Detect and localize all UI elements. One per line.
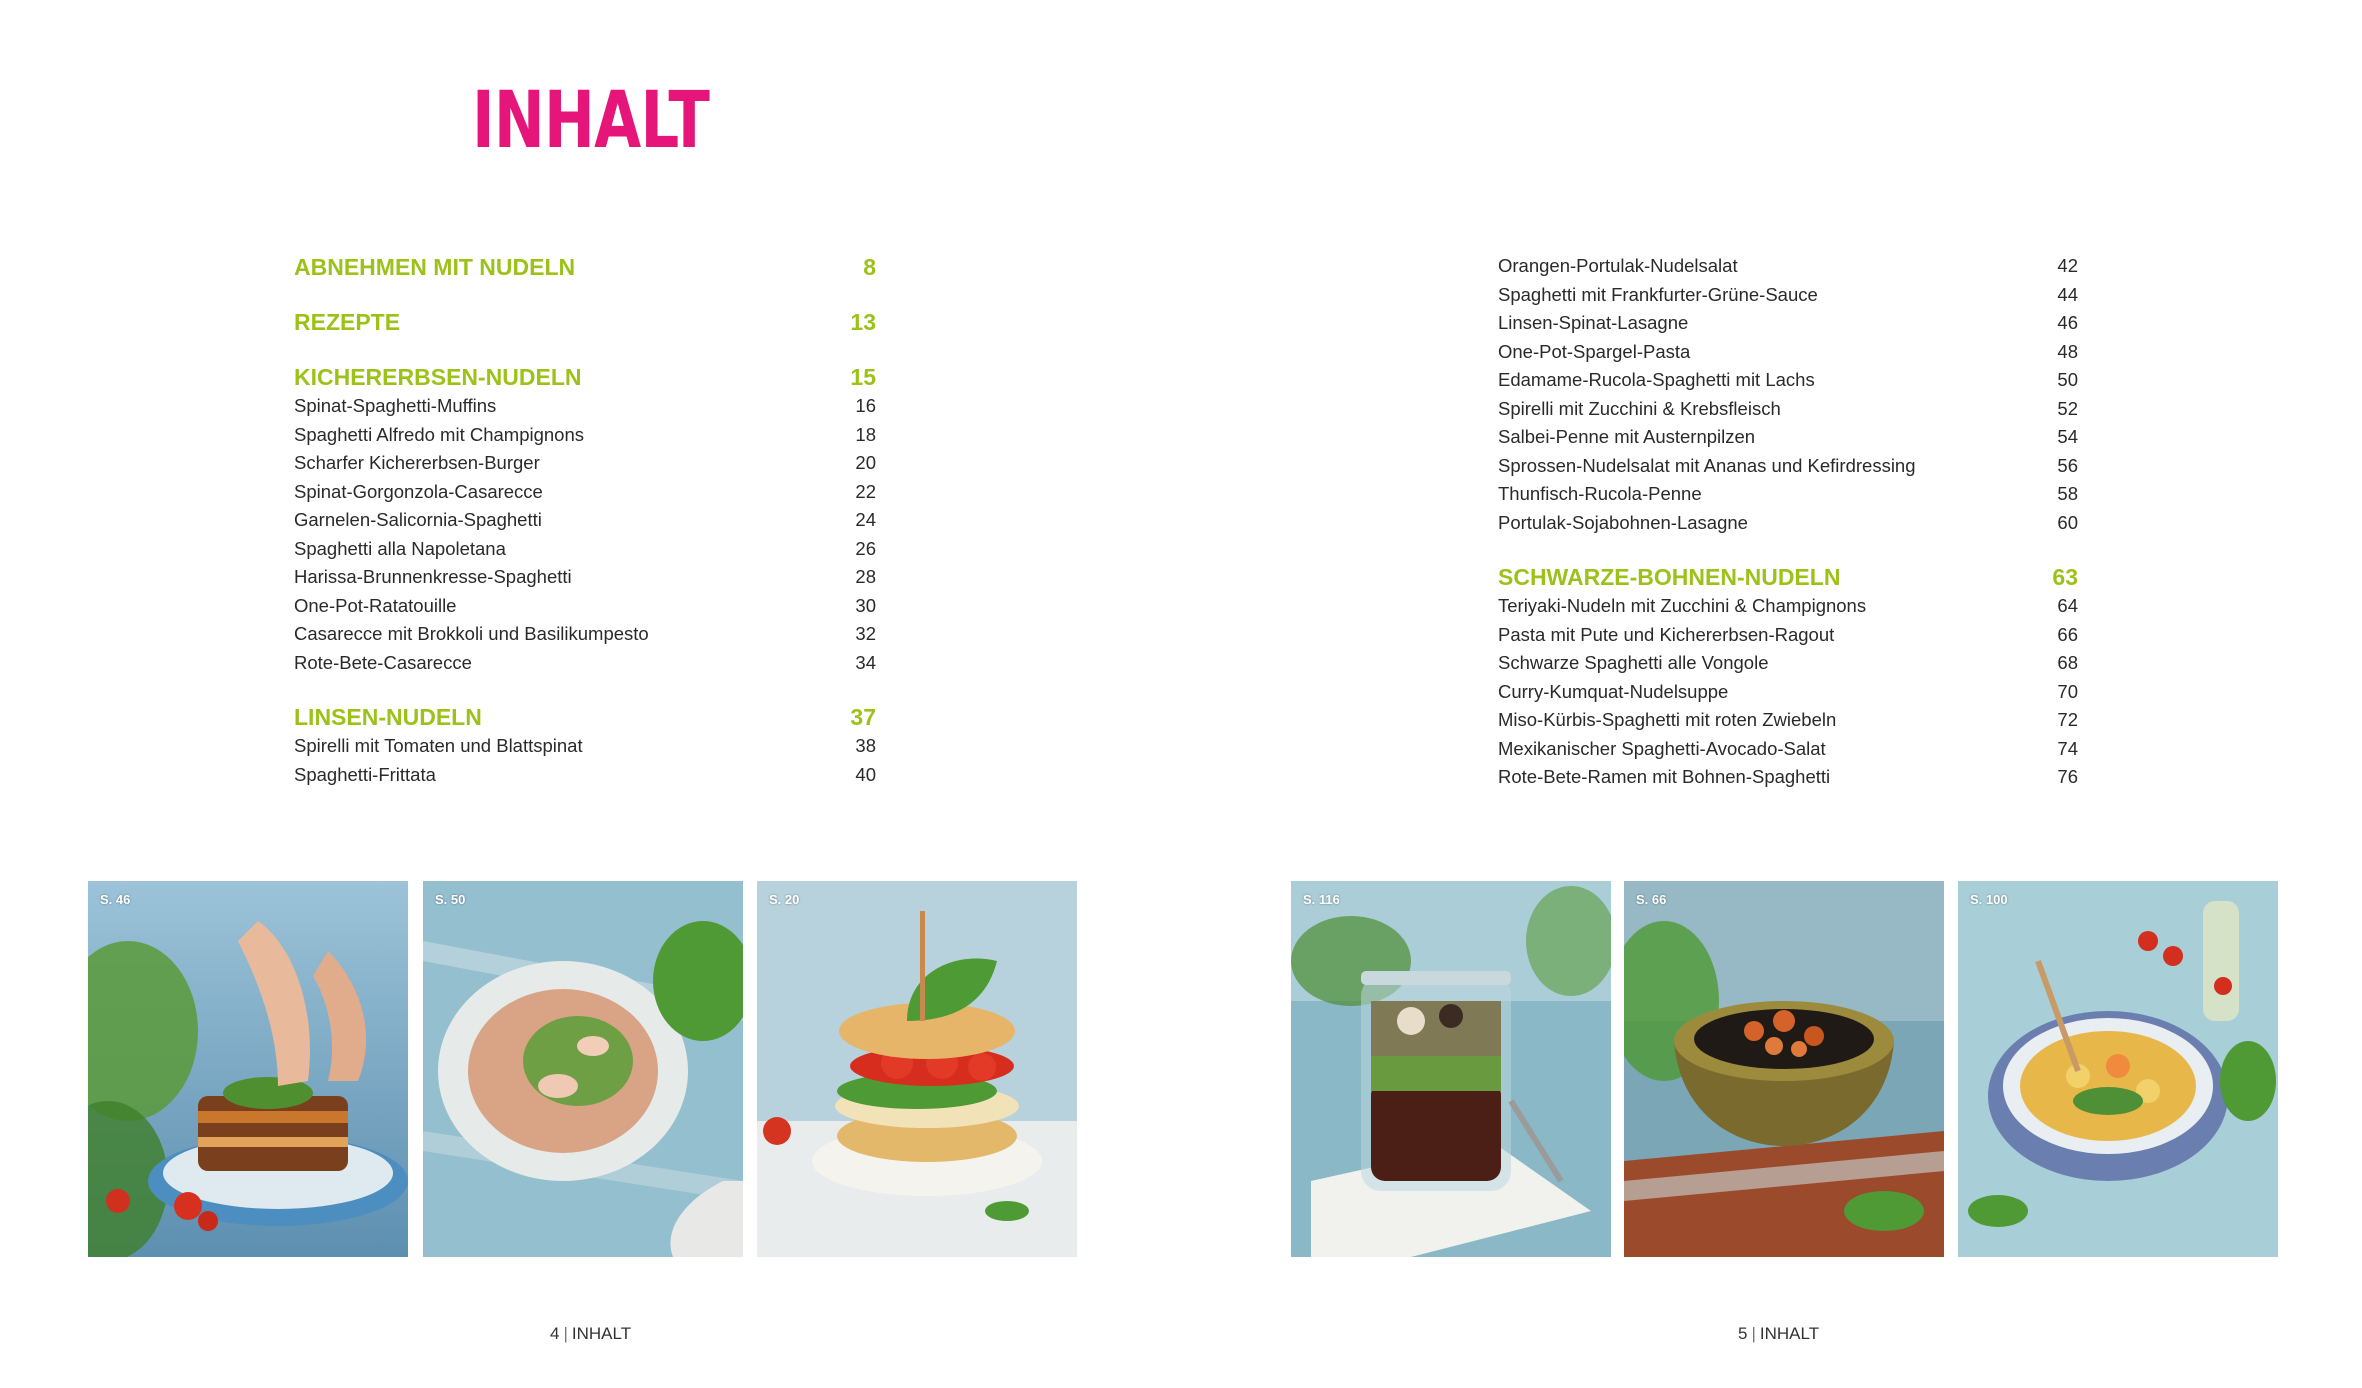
section-gap (294, 677, 876, 702)
recipe-title: Spinat-Spaghetti-Muffins (294, 395, 497, 416)
toc-section-heading (294, 362, 876, 392)
photo-pasta-bowl (1958, 881, 2278, 1257)
toc-entry (294, 421, 876, 450)
toc-entry (1498, 592, 2078, 621)
recipe-title: Spaghetti alla Napoletana (294, 537, 506, 559)
page-footer-right: 5 | INHALT (1738, 1324, 1820, 1343)
recipe-page-number: 46 (2057, 312, 2078, 333)
recipe-title: Casarecce mit Brokkoli und Basilikumpesto (294, 623, 649, 644)
recipe-page-number: 16 (855, 395, 876, 416)
toc-section-heading (1498, 562, 2078, 592)
recipe-title: Spaghetti Alfredo mit Champignons (294, 423, 585, 445)
recipe-page-number: 34 (855, 651, 876, 673)
recipe-title: Portulak-Sojabohnen-Lasagne (1498, 511, 1748, 533)
recipe-page-number: 50 (2057, 369, 2078, 390)
toc-entry (1498, 763, 2078, 792)
toc-entry (1498, 452, 2078, 481)
page-title: INHALT (472, 76, 710, 166)
recipe-page-number: 68 (2057, 652, 2078, 673)
toc-entry (1498, 649, 2078, 678)
recipe-title: Spirelli mit Zucchini & Krebsfleisch (1498, 397, 1781, 419)
toc-entry (1498, 338, 2078, 367)
recipe-page-number: 48 (2057, 340, 2078, 362)
recipe-title: One-Pot-Ratatouille (294, 594, 457, 616)
toc-entry (294, 506, 876, 535)
recipe-title: Teriyaki-Nudeln mit Zucchini & Champignons (1498, 595, 1867, 616)
footer-label: INHALT (1759, 1324, 1820, 1343)
section-gap (294, 282, 876, 307)
recipe-title: Curry-Kumquat-Nudelsuppe (1498, 680, 1729, 702)
toc-entry (1498, 706, 2078, 735)
recipe-page-number: 64 (2057, 595, 2078, 616)
toc-entry (1498, 735, 2078, 764)
section-page-number: 37 (850, 704, 876, 730)
recipe-page-number: 24 (855, 509, 876, 530)
recipe-title: Edamame-Rucola-Spaghetti mit Lachs (1498, 369, 1815, 390)
recipe-page-number: 58 (2057, 483, 2078, 504)
footer-label: INHALT (571, 1324, 632, 1343)
recipe-title: Linsen-Spinat-Lasagne (1498, 312, 1689, 333)
section-title: REZEPTE (294, 309, 401, 335)
pasta-bowl-photo-icon (1958, 881, 2278, 1257)
section-page-number: 63 (2052, 564, 2078, 590)
toc-entry (294, 592, 876, 621)
recipe-title: Spaghetti mit Frankfurter-Grüne-Sauce (1498, 283, 1818, 305)
toc-entry (1498, 366, 2078, 395)
recipe-title: Orangen-Portulak-Nudelsalat (1498, 255, 1738, 276)
photo-page-label: S. 100 (1970, 892, 2008, 907)
toc-entry (1498, 252, 2078, 281)
recipe-title: Schwarze Spaghetti alle Vongole (1498, 652, 1769, 673)
toc-entry (294, 449, 876, 478)
recipe-title: Salbei-Penne mit Austernpilzen (1498, 426, 1756, 447)
jar-salad-photo-icon (1291, 881, 1611, 1257)
recipe-title: Thunfisch-Rucola-Penne (1498, 483, 1702, 504)
toc-right-column (1498, 252, 2078, 792)
toc-entry (294, 535, 876, 564)
photo-page-label: S. 66 (1636, 892, 1667, 907)
recipe-page-number: 26 (855, 537, 876, 559)
section-title: LINSEN-NUDELN (294, 704, 482, 730)
page-footer-left: 4 | INHALT (550, 1324, 632, 1343)
recipe-page-number: 20 (855, 452, 876, 473)
recipe-page-number: 22 (855, 480, 876, 502)
toc-section-heading (294, 252, 876, 282)
recipe-title: Scharfer Kichererbsen-Burger (294, 452, 540, 473)
photo-spaghetti-salmon (423, 881, 743, 1257)
recipe-title: Spinat-Gorgonzola-Casarecce (294, 480, 543, 502)
toc-section-heading (294, 307, 876, 337)
toc-entry (1498, 309, 2078, 338)
toc-section-heading (294, 702, 876, 732)
section-page-number: 13 (850, 309, 876, 335)
section-gap (1498, 537, 2078, 562)
recipe-title: Garnelen-Salicornia-Spaghetti (294, 509, 542, 530)
recipe-page-number: 56 (2057, 454, 2078, 476)
photo-noodle-burger (757, 881, 1077, 1257)
recipe-title: Rote-Bete-Ramen mit Bohnen-Spaghetti (1498, 766, 1831, 787)
recipe-page-number: 18 (855, 423, 876, 445)
recipe-page-number: 72 (2057, 709, 2078, 730)
toc-entry (294, 478, 876, 507)
recipe-title: Pasta mit Pute und Kichererbsen-Ragout (1498, 623, 1835, 645)
toc-left-column (294, 252, 876, 789)
recipe-page-number: 54 (2057, 426, 2078, 447)
photo-lasagne (88, 881, 408, 1257)
spaghetti-salmon-photo-icon (423, 881, 743, 1257)
recipe-page-number: 70 (2057, 680, 2078, 702)
photo-page-label: S. 46 (100, 892, 131, 907)
toc-entry (1498, 281, 2078, 310)
section-title: ABNEHMEN MIT NUDELN (294, 254, 576, 280)
page-number: 5 (1738, 1324, 1748, 1343)
recipe-page-number: 74 (2057, 737, 2078, 759)
recipe-page-number: 30 (855, 594, 876, 616)
toc-entry (294, 563, 876, 592)
toc-entry (1498, 678, 2078, 707)
toc-entry (294, 392, 876, 421)
toc-entry (1498, 395, 2078, 424)
section-gap (294, 337, 876, 362)
section-title: KICHERERBSEN-NUDELN (294, 364, 582, 390)
noodle-burger-photo-icon (757, 881, 1077, 1257)
toc-entry (294, 620, 876, 649)
photo-jar-salad (1291, 881, 1611, 1257)
page-number: 4 (550, 1324, 560, 1343)
toc-entry (1498, 480, 2078, 509)
recipe-page-number: 44 (2057, 283, 2078, 305)
recipe-page-number: 52 (2057, 397, 2078, 419)
section-title: SCHWARZE-BOHNEN-NUDELN (1498, 564, 1841, 590)
recipe-page-number: 38 (855, 735, 876, 756)
recipe-title: Spirelli mit Tomaten und Blattspinat (294, 735, 583, 756)
lasagne-photo-icon (88, 881, 408, 1257)
recipe-title: Rote-Bete-Casarecce (294, 651, 472, 673)
toc-entry (1498, 423, 2078, 452)
recipe-title: One-Pot-Spargel-Pasta (1498, 340, 1691, 362)
photo-black-pasta-bowl (1624, 881, 1944, 1257)
section-page-number: 15 (850, 364, 876, 390)
photo-page-label: S. 116 (1303, 892, 1340, 907)
recipe-title: Spaghetti-Frittata (294, 763, 436, 785)
recipe-title: Harissa-Brunnenkresse-Spaghetti (294, 566, 572, 587)
recipe-title: Miso-Kürbis-Spaghetti mit roten Zwiebeln (1498, 709, 1837, 730)
toc-entry (294, 649, 876, 678)
photo-page-label: S. 20 (769, 892, 800, 907)
toc-entry (1498, 621, 2078, 650)
recipe-title: Mexikanischer Spaghetti-Avocado-Salat (1498, 737, 1826, 759)
recipe-page-number: 32 (855, 623, 876, 644)
recipe-page-number: 60 (2057, 511, 2078, 533)
black-pasta-bowl-photo-icon (1624, 881, 1944, 1257)
recipe-page-number: 66 (2057, 623, 2078, 645)
recipe-page-number: 28 (855, 566, 876, 587)
section-page-number: 8 (863, 254, 876, 280)
toc-entry (294, 732, 876, 761)
recipe-page-number: 40 (855, 763, 876, 785)
recipe-page-number: 42 (2057, 255, 2078, 276)
photo-page-label: S. 50 (435, 892, 466, 907)
recipe-page-number: 76 (2057, 766, 2078, 787)
recipe-title: Sprossen-Nudelsalat mit Ananas und Kefirdressing (1498, 454, 1916, 476)
toc-entry (294, 761, 876, 790)
toc-entry (1498, 509, 2078, 538)
